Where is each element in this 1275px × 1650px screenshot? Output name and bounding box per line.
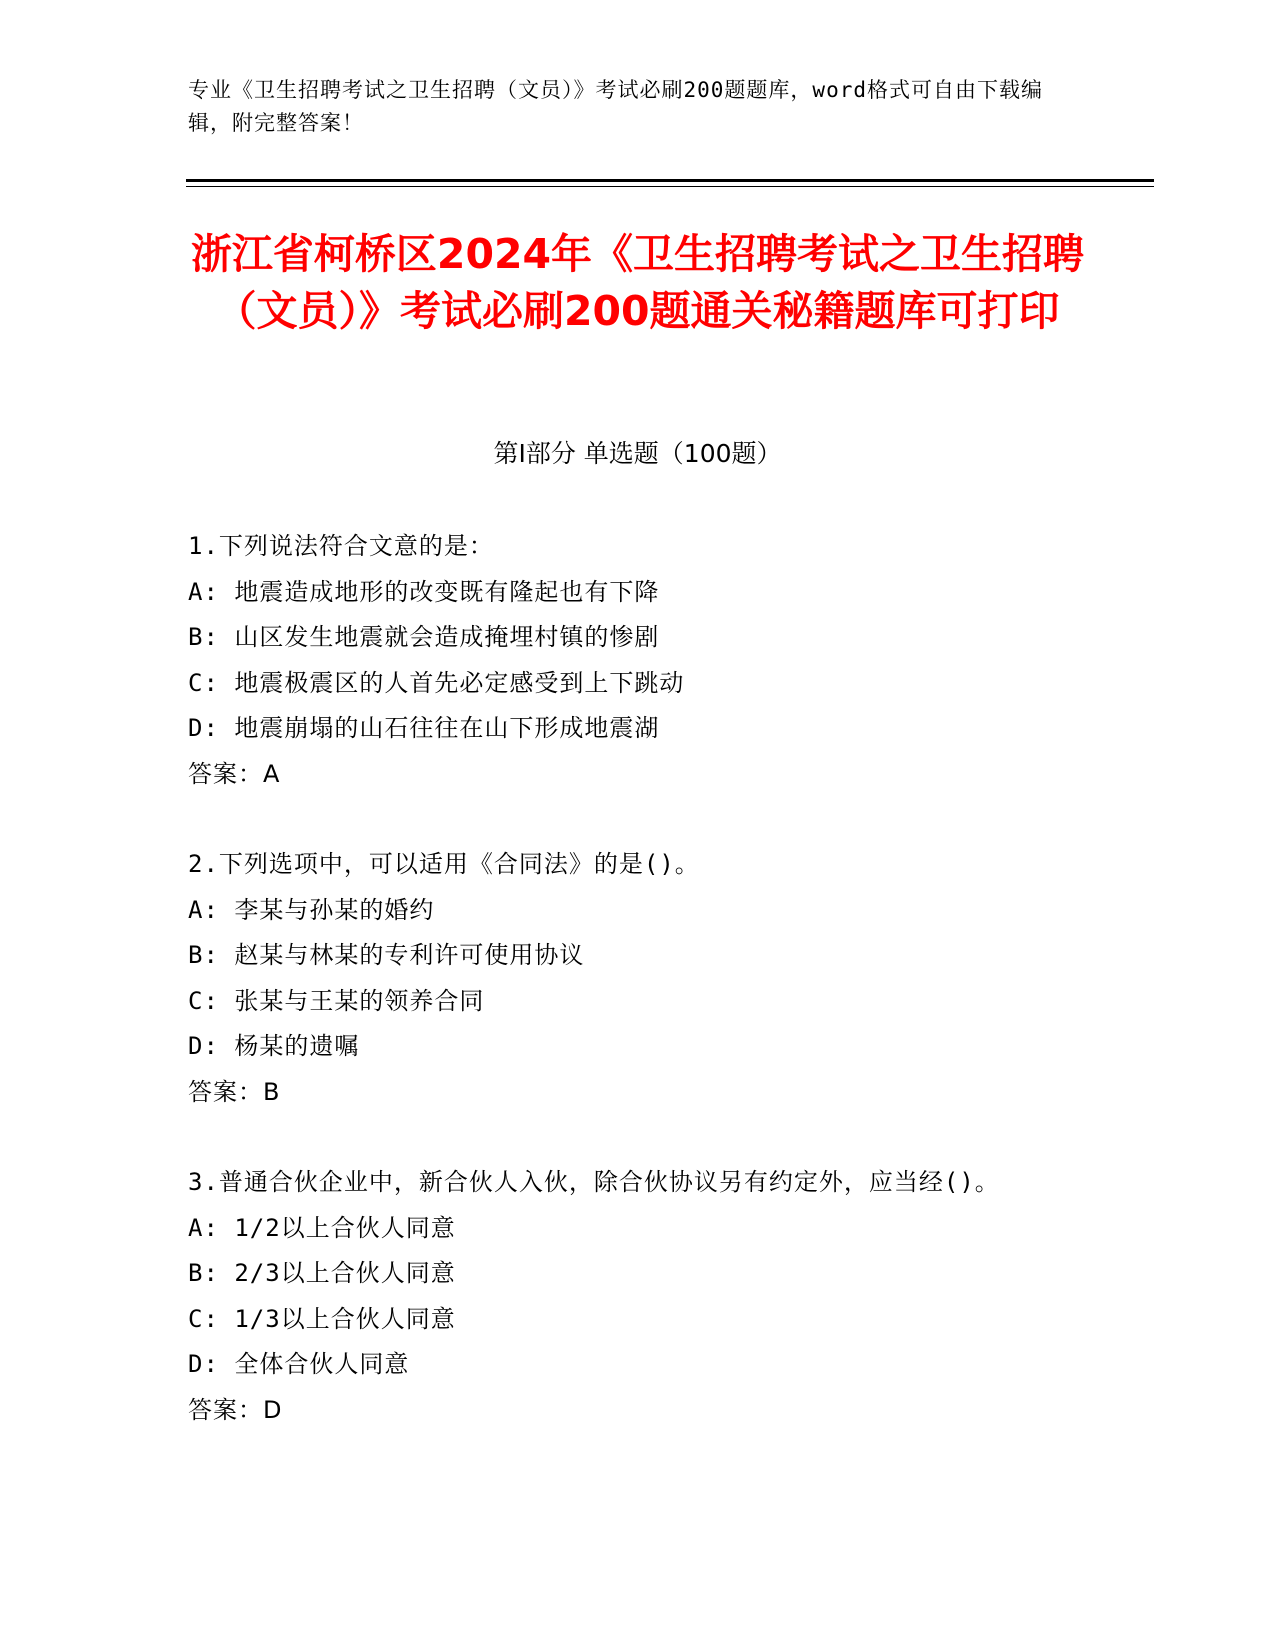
header-divider-thin <box>186 186 1154 187</box>
option-d: D: 地震崩塌的山石往往在山下形成地震湖 <box>188 714 660 742</box>
option-b: B: 赵某与林某的专利许可使用协议 <box>188 941 585 969</box>
option-a: A: 1/2以上合伙人同意 <box>188 1213 456 1242</box>
question-3 <box>188 1160 1068 1433</box>
option-c: C: 1/3以上合伙人同意 <box>188 1304 456 1333</box>
question-2 <box>188 842 1068 1115</box>
question-1 <box>188 524 1068 797</box>
question-stem: 1.下列说法符合文意的是： <box>188 532 494 560</box>
question-stem: 2.下列选项中，可以适用《合同法》的是()。 <box>188 850 700 878</box>
option-b: B: 2/3以上合伙人同意 <box>188 1259 456 1287</box>
option-a: A: 李某与孙某的婚约 <box>188 895 435 924</box>
header-divider-thick <box>186 179 1154 182</box>
option-c: C: 张某与王某的领养合同 <box>188 986 485 1015</box>
section-heading: 第I部分 单选题（100题） <box>493 439 782 468</box>
option-d: D: 杨某的遗嘱 <box>188 1032 360 1060</box>
document-title: 浙江省柯桥区2024年《卫生招聘考试之卫生招聘（文员）》考试必刷200题通关秘籍题库可打印 <box>190 230 1085 335</box>
question-stem: 3.普通合伙企业中，新合伙人入伙，除合伙协议另有约定外，应当经()。 <box>188 1168 1000 1196</box>
option-a: A: 地震造成地形的改变既有隆起也有下降 <box>188 577 660 606</box>
answer: 答案：B <box>188 1077 281 1106</box>
header-note: 专业《卫生招聘考试之卫生招聘（文员）》考试必刷200题题库，word格式可自由下载编辑，附完整答案！ <box>188 78 1043 135</box>
option-d: D: 全体合伙人同意 <box>188 1350 410 1378</box>
option-b: B: 山区发生地震就会造成掩埋村镇的惨剧 <box>188 623 660 651</box>
question-list <box>188 524 1068 1478</box>
answer: 答案：A <box>188 759 281 788</box>
answer: 答案：D <box>188 1395 283 1424</box>
option-c: C: 地震极震区的人首先必定感受到上下跳动 <box>188 668 685 697</box>
